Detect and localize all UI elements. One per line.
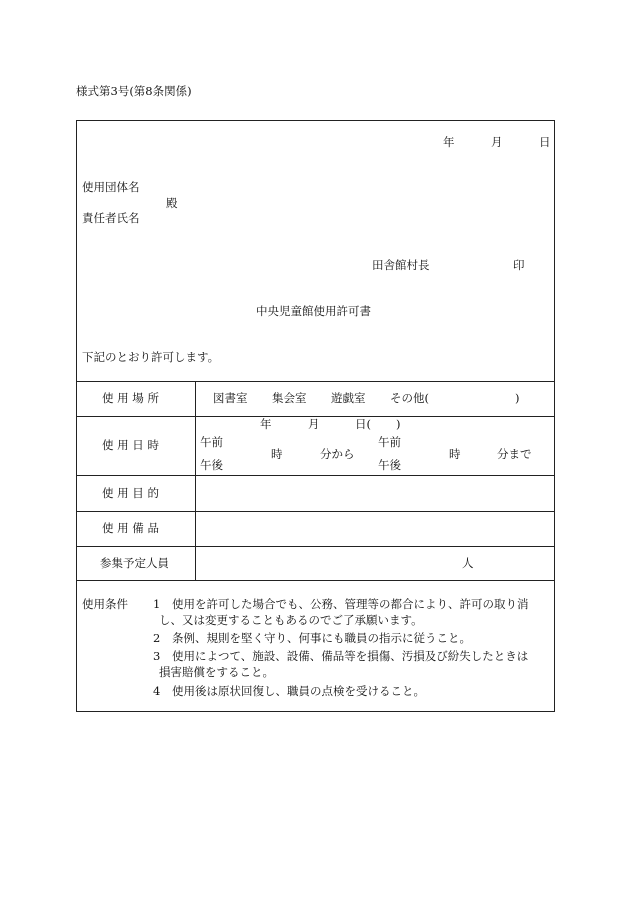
- datetime-year: 年: [260, 417, 272, 431]
- start-am-label: 午前: [200, 435, 223, 449]
- row-divider-equipment: [76, 546, 555, 547]
- attendees-label: 参集予定人員: [100, 556, 169, 570]
- start-hour-label: 時: [271, 447, 283, 461]
- place-option-other: その他(: [390, 391, 429, 405]
- condition-1-line2: し、又は変更することもあるのでご了承願います。: [159, 613, 423, 627]
- place-other-close: ): [515, 391, 520, 405]
- condition-1-num: 1: [153, 597, 161, 611]
- place-label: 使 用 場 所: [102, 391, 159, 405]
- condition-2-num: 2: [153, 631, 161, 645]
- date-day-label: 日: [539, 135, 551, 149]
- honorific-label: 殿: [166, 196, 178, 210]
- start-minute-label: 分から: [320, 447, 355, 461]
- label-column-divider: [195, 381, 196, 580]
- row-divider-datetime: [76, 475, 555, 476]
- date-month-label: 月: [491, 135, 503, 149]
- document-title: 中央児童館使用許可書: [256, 304, 371, 318]
- condition-3-num: 3: [153, 649, 161, 663]
- issuer-title: 田舎館村長: [372, 258, 430, 272]
- datetime-month: 月: [308, 417, 320, 431]
- seal-mark: 印: [513, 258, 525, 272]
- equipment-label: 使 用 備 品: [102, 521, 159, 535]
- place-option-library: 図書室: [213, 391, 248, 405]
- intro-text: 下記のとおり許可します。: [82, 350, 220, 364]
- end-am-label: 午前: [378, 435, 401, 449]
- condition-3-line2: 損害賠償をすること。: [159, 665, 274, 679]
- group-name-label: 使用団体名: [82, 180, 140, 194]
- conditions-label: 使用条件: [82, 597, 128, 611]
- start-pm-label: 午後: [200, 458, 223, 472]
- end-pm-label: 午後: [378, 458, 401, 472]
- row-divider-attendees: [76, 580, 555, 581]
- purpose-label: 使 用 目 的: [102, 486, 159, 500]
- datetime-label: 使 用 日 時: [102, 438, 159, 452]
- place-option-meeting-room: 集会室: [272, 391, 307, 405]
- place-option-playroom: 遊戯室: [331, 391, 366, 405]
- attendees-unit: 人: [462, 556, 474, 570]
- datetime-day: 日(: [355, 417, 371, 431]
- condition-4-line1: 使用後は原状回復し、職員の点検を受けること。: [172, 684, 425, 698]
- datetime-day-close: ): [396, 417, 401, 431]
- condition-4-num: 4: [153, 684, 161, 698]
- table-top-divider: [76, 381, 555, 382]
- condition-1-line1: 使用を許可した場合でも、公務、管理等の都合により、許可の取り消: [172, 597, 529, 611]
- end-minute-label: 分まで: [497, 447, 532, 461]
- person-name-label: 責任者氏名: [82, 211, 140, 225]
- form-number: 様式第3号(第8条関係): [76, 84, 192, 98]
- end-hour-label: 時: [449, 447, 461, 461]
- row-divider-purpose: [76, 511, 555, 512]
- date-year-label: 年: [443, 135, 455, 149]
- condition-2-line1: 条例、規則を堅く守り、何事にも職員の指示に従うこと。: [172, 631, 471, 645]
- condition-3-line1: 使用によつて、施設、設備、備品等を損傷、汚損及び紛失したときは: [172, 649, 529, 663]
